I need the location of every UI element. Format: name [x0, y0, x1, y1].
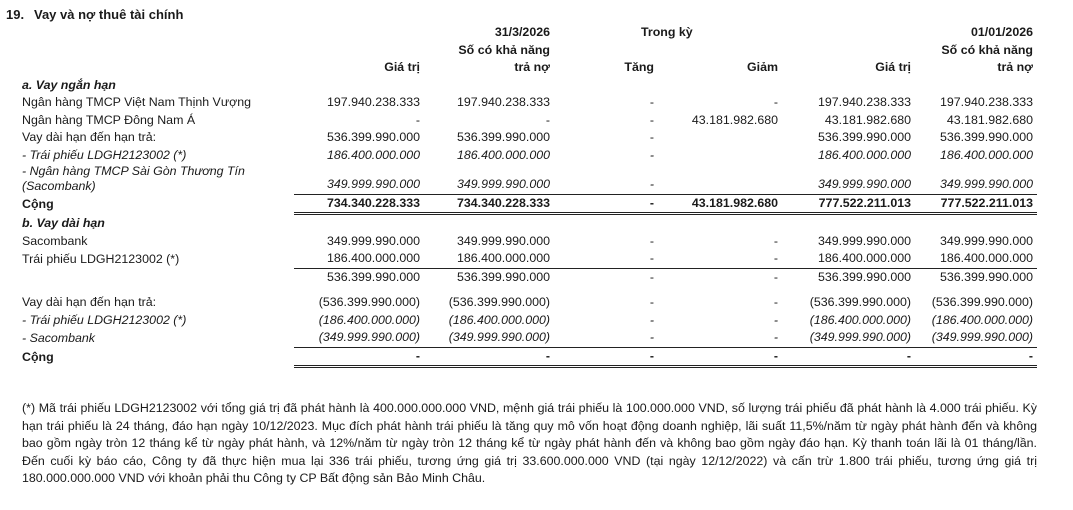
cell-v3: 43.181.982.680: [824, 112, 911, 127]
footnote: [22, 400, 1037, 488]
short-term-row: [22, 147, 1037, 165]
cell-v1: -: [415, 112, 420, 127]
row-label: - Trái phiếu LDGH2123002 (*): [22, 312, 187, 327]
cell-v4: 349.999.990.000: [939, 233, 1033, 248]
cell-inc: -: [649, 233, 654, 248]
cell-v3: (349.999.990.000): [809, 330, 911, 344]
cell-v2: 197.940.238.333: [456, 95, 550, 109]
short-term-row: [22, 164, 1037, 194]
header-decrease: Giảm: [747, 60, 778, 74]
spacer-row: [22, 286, 1037, 294]
long-term-total-row: [22, 347, 1037, 367]
cell-v1: 536.399.990.000: [294, 268, 424, 286]
row-label: Trái phiếu LDGH2123002 (*): [22, 251, 180, 266]
cell-v2: 349.999.990.000: [456, 177, 550, 191]
long-term-row: [22, 233, 1037, 251]
cell-v3: 536.399.990.000: [782, 268, 915, 286]
cell-v3: 536.399.990.000: [817, 130, 911, 144]
header-row-groups: [22, 24, 1037, 42]
cell-v3: 777.522.211.013: [782, 194, 915, 214]
loans-table: [22, 24, 1037, 368]
cell-v2: (536.399.990.000): [448, 295, 550, 309]
cell-v1: 536.399.990.000: [326, 130, 420, 144]
cell-v3: (186.400.000.000): [809, 312, 911, 327]
cell-dec: -: [773, 233, 778, 248]
header-repay-line2-right: trả nợ: [997, 60, 1033, 74]
section-title: [6, 7, 183, 22]
cell-inc: -: [649, 95, 654, 109]
row-label: Ngân hàng TMCP Việt Nam Thịnh Vượng: [22, 95, 252, 109]
cell-v1: -: [294, 347, 424, 367]
cell-v2: 186.400.000.000: [456, 251, 550, 265]
cell-dec: -: [773, 312, 778, 327]
long-term-subtotal-row: [22, 268, 1037, 286]
cell-inc: -: [554, 268, 658, 286]
header-repay-line1-left: Số có khả năng: [458, 42, 550, 57]
cell-v3: 349.999.990.000: [817, 233, 911, 248]
cell-v2: -: [424, 347, 554, 367]
cell-v4: 186.400.000.000: [939, 147, 1033, 162]
header-in-period: Trong kỳ: [641, 25, 693, 39]
cell-dec: -: [773, 95, 778, 109]
cell-v1: (349.999.990.000): [318, 330, 420, 344]
header-date-start: 01/01/2026: [970, 25, 1033, 39]
cell-v1: 349.999.990.000: [326, 177, 420, 191]
cell-v4: (349.999.990.000): [931, 330, 1033, 344]
cell-dec: [658, 164, 782, 194]
cell-dec: -: [773, 330, 778, 344]
row-label: - Sacombank: [22, 330, 96, 345]
long-term-current-row: [22, 312, 1037, 330]
cell-inc: -: [649, 177, 654, 191]
long-term-row: [22, 250, 1037, 268]
cell-inc: -: [554, 347, 658, 367]
row-label: Cộng: [22, 350, 54, 364]
cell-v4: 43.181.982.680: [946, 112, 1033, 127]
cell-dec: 43.181.982.680: [658, 194, 782, 214]
section-number: 19.: [6, 7, 25, 22]
cell-dec: -: [773, 295, 778, 309]
header-row-3: [22, 59, 1037, 77]
cell-v4: 777.522.211.013: [915, 194, 1037, 214]
cell-v4: (536.399.990.000): [931, 295, 1033, 309]
cell-inc: -: [649, 251, 654, 265]
header-value-right: Giá trị: [875, 60, 911, 74]
row-label: - Ngân hàng TMCP Sài Gòn Thương Tín (Sacombank): [22, 164, 245, 193]
cell-v1: 186.400.000.000: [326, 251, 420, 265]
cell-inc: -: [649, 147, 654, 162]
header-row-2: [22, 42, 1037, 60]
cell-dec: -: [658, 347, 782, 367]
cell-v4: 197.940.238.333: [939, 95, 1033, 109]
cell-v1: (186.400.000.000): [318, 312, 420, 327]
short-term-row: [22, 94, 1037, 112]
cell-inc: -: [554, 194, 658, 214]
short-term-heading-label: a. Vay ngắn hạn: [22, 77, 116, 92]
short-term-heading: [22, 77, 1037, 95]
cell-v2: 536.399.990.000: [456, 130, 550, 144]
row-label: Vay dài hạn đến hạn trả:: [22, 130, 157, 144]
row-label: [22, 268, 294, 286]
cell-v3: (536.399.990.000): [809, 295, 911, 309]
header-increase: Tăng: [624, 60, 654, 74]
cell-v4: 536.399.990.000: [915, 268, 1037, 286]
row-label: Ngân hàng TMCP Đông Nam Á: [22, 112, 196, 127]
row-label: Cộng: [22, 197, 54, 211]
header-repay-line2-left: trả nợ: [514, 60, 550, 74]
footnote-text: (*) Mã trái phiếu LDGH2123002 với tổng giá trị đã phát hành là 400.000.000.000 VND, mệnh giá trái phiếu là 100.000.000 VND, số lượng trái phiếu đã phát hành là 4.000 trái phiếu. Kỳ hạn trái phiếu là 24 tháng, đáo hạn ngày 10/12/2023. Mục đích phát hành trái phiếu là tăng quy mô vốn hoạt động doanh nghiệp, lãi suất 11,5%/năm từ ngày phát hành đến và không bao gồm ngày tròn 12 tháng kể từ ngày phát hành, và 12%/năm từ ngày tròn 12 tháng kể từ ngày phát hành đến và không bao gồm ngày đáo hạn. Kỳ thanh toán lãi là 01 tháng/lần. Đến cuối kỳ báo cáo, Công ty đã thực hiện mua lại 336 trái phiếu, tương ứng giá trị 33.600.000.000 VND (tại ngày 12/12/2022) và cấn trừ 1.800 trái phiếu, tương ứng giá trị 180.000.000.000 VND với khoản phải thu Công ty CP Bất động sản Bảo Minh Châu.: [22, 401, 1037, 486]
short-term-row: [22, 112, 1037, 130]
long-term-current-row: [22, 294, 1037, 312]
cell-dec: [658, 129, 782, 147]
cell-v4: 536.399.990.000: [939, 130, 1033, 144]
cell-inc: -: [649, 295, 654, 309]
cell-v4: (186.400.000.000): [931, 312, 1033, 327]
cell-v2: (349.999.990.000): [448, 330, 550, 344]
cell-inc: -: [649, 312, 654, 327]
long-term-heading-label: b. Vay dài hạn: [22, 216, 105, 230]
cell-inc: -: [649, 330, 654, 344]
cell-v1: 186.400.000.000: [326, 147, 420, 162]
cell-inc: -: [649, 130, 654, 144]
section-title-text: Vay và nợ thuê tài chính: [34, 7, 184, 22]
cell-v3: 349.999.990.000: [817, 177, 911, 191]
header-date-end: 31/3/2026: [494, 25, 550, 39]
cell-v2: -: [545, 112, 550, 127]
cell-dec: [658, 147, 782, 165]
cell-v2: (186.400.000.000): [448, 312, 550, 327]
header-value-left: Giá trị: [384, 60, 420, 74]
cell-v2: 349.999.990.000: [456, 233, 550, 248]
short-term-total-row: [22, 194, 1037, 214]
cell-dec: -: [658, 268, 782, 286]
cell-v1: (536.399.990.000): [318, 295, 420, 309]
cell-v4: 186.400.000.000: [939, 251, 1033, 265]
short-term-row: [22, 129, 1037, 147]
cell-v2: 734.340.228.333: [424, 194, 554, 214]
cell-dec: 43.181.982.680: [691, 112, 778, 127]
cell-v3: -: [782, 347, 915, 367]
cell-dec: -: [773, 251, 778, 265]
cell-v1: 197.940.238.333: [326, 95, 420, 109]
cell-v3: 186.400.000.000: [817, 251, 911, 265]
cell-v1: 734.340.228.333: [294, 194, 424, 214]
cell-v4: -: [915, 347, 1037, 367]
long-term-heading: [22, 214, 1037, 233]
cell-v2: 536.399.990.000: [424, 268, 554, 286]
long-term-current-row: [22, 329, 1037, 347]
row-label: Vay dài hạn đến hạn trả:: [22, 295, 157, 309]
cell-v4: 349.999.990.000: [939, 177, 1033, 191]
cell-inc: -: [649, 112, 654, 127]
row-label: - Trái phiếu LDGH2123002 (*): [22, 147, 187, 162]
cell-v1: 349.999.990.000: [326, 233, 420, 248]
header-repay-line1-right: Số có khả năng: [941, 42, 1033, 57]
cell-v2: 186.400.000.000: [456, 147, 550, 162]
cell-v3: 197.940.238.333: [817, 95, 911, 109]
row-label: Sacombank: [22, 233, 88, 248]
cell-v3: 186.400.000.000: [817, 147, 911, 162]
